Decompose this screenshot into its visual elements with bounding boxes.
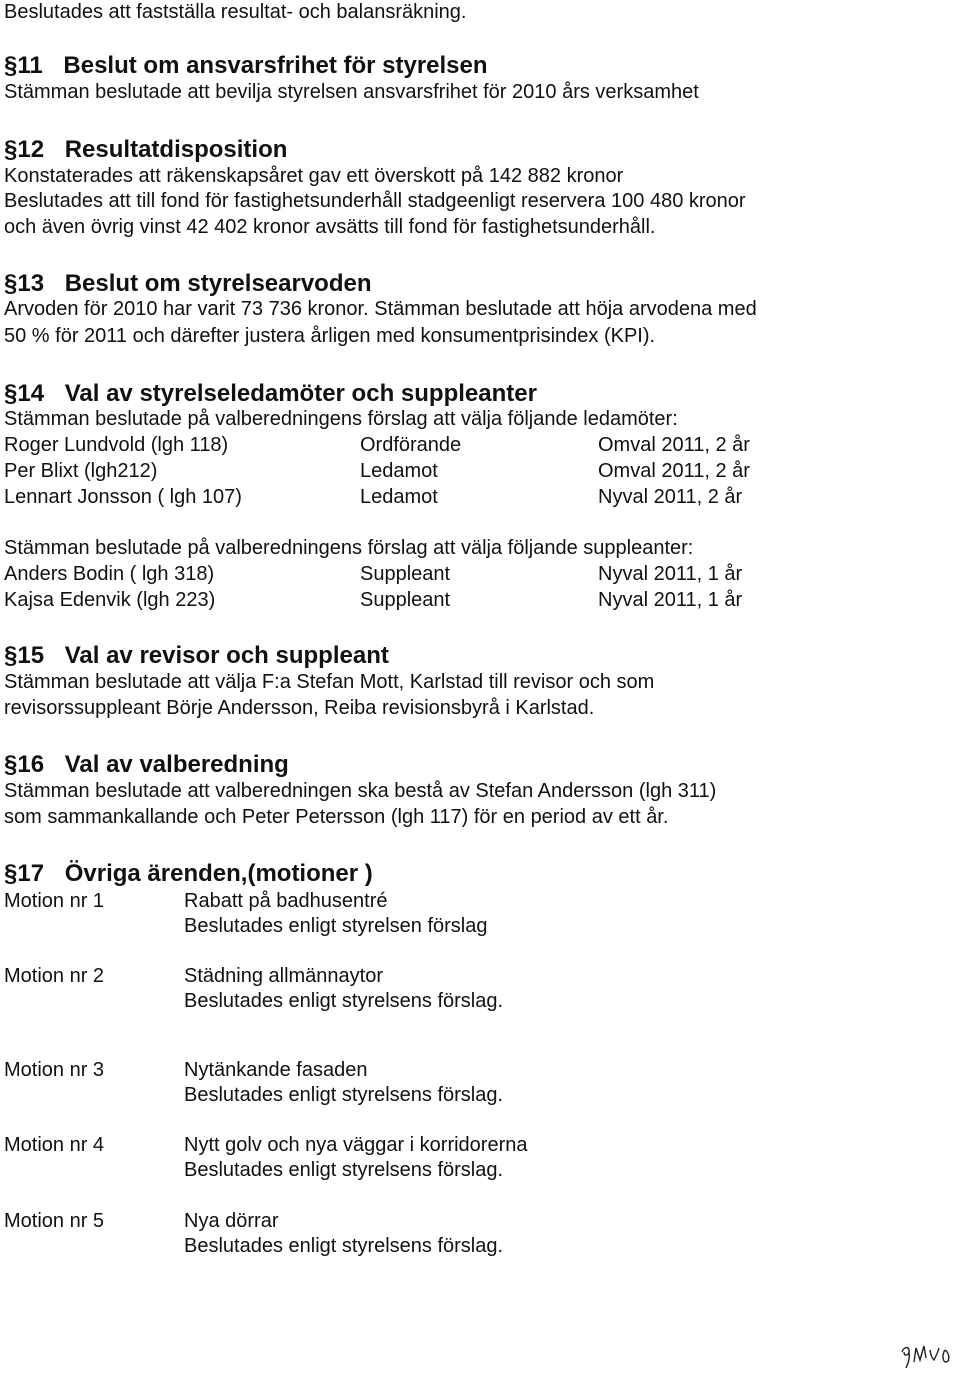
motion-decision: Beslutades enligt styrelsens förslag. bbox=[184, 1084, 504, 1106]
section-13-line: 50 % för 2011 och därefter justera årligen med konsumentprisindex (KPI). bbox=[4, 325, 656, 347]
section-14-number: §14 bbox=[4, 380, 45, 407]
member-role: Ledamot bbox=[360, 486, 438, 508]
section-12-line: och även övrig vinst 42 402 kronor avsätts till fond för fastighetsunderhåll. bbox=[4, 216, 656, 238]
motion-label: Motion nr 1 bbox=[4, 890, 105, 912]
section-13-number: §13 bbox=[4, 270, 45, 297]
section-12-line: Konstaterades att räkenskapsåret gav ett överskott på 142 882 kronor bbox=[4, 165, 624, 187]
member-role: Ledamot bbox=[360, 460, 438, 482]
section-12-title: Resultatdisposition bbox=[64, 136, 288, 163]
member-name: Per Blixt (lgh212) bbox=[4, 460, 158, 482]
substitute-term: Nyval 2011, 1 år bbox=[598, 563, 743, 585]
handwritten-initials bbox=[898, 1338, 956, 1374]
section-11-number: §11 bbox=[4, 52, 43, 79]
substitutes-intro: Stämman beslutade på valberedningens förslag att välja följande suppleanter: bbox=[4, 537, 694, 559]
member-name: Roger Lundvold (lgh 118) bbox=[4, 434, 229, 456]
section-15-title: Val av revisor och suppleant bbox=[64, 642, 389, 669]
motion-title: Nytt golv och nya väggar i korridorerna bbox=[184, 1134, 528, 1156]
motion-label: Motion nr 4 bbox=[4, 1134, 105, 1156]
motion-title: Nytänkande fasaden bbox=[184, 1059, 368, 1081]
motion-label: Motion nr 5 bbox=[4, 1210, 105, 1232]
motion-decision: Beslutades enligt styrelsens förslag. bbox=[184, 990, 504, 1012]
substitute-name: Kajsa Edenvik (lgh 223) bbox=[4, 589, 216, 611]
section-16-number: §16 bbox=[4, 751, 45, 778]
section-15-line: Stämman beslutade att välja F:a Stefan Mott, Karlstad till revisor och som bbox=[4, 671, 655, 693]
section-15-heading bbox=[4, 642, 389, 670]
section-12-number: §12 bbox=[4, 136, 45, 163]
motion-label: Motion nr 2 bbox=[4, 965, 105, 987]
motion-label: Motion nr 3 bbox=[4, 1059, 105, 1081]
substitute-role: Suppleant bbox=[360, 563, 451, 585]
section-11-text: Stämman beslutade att bevilja styrelsen ansvarsfrihet för 2010 års verksamhet bbox=[4, 81, 699, 103]
substitute-name: Anders Bodin ( lgh 318) bbox=[4, 563, 215, 585]
section-17-title: Övriga ärenden,(motioner ) bbox=[64, 860, 373, 887]
section-17-number: §17 bbox=[4, 860, 45, 887]
section-14-title: Val av styrelseledamöter och suppleanter bbox=[64, 380, 537, 407]
motion-decision: Beslutades enligt styrelsens förslag. bbox=[184, 1235, 504, 1257]
motion-title: Nya dörrar bbox=[184, 1210, 279, 1232]
section-12-line: Beslutades att till fond för fastighetsunderhåll stadgeenligt reservera 100 480 kronor bbox=[4, 190, 746, 212]
member-name: Lennart Jonsson ( lgh 107) bbox=[4, 486, 242, 508]
section-11-title: Beslut om ansvarsfrihet för styrelsen bbox=[63, 52, 488, 79]
section-13-line: Arvoden för 2010 har varit 73 736 kronor. Stämman beslutade att höja arvodena med bbox=[4, 298, 757, 320]
section-13-heading bbox=[4, 270, 372, 298]
member-term: Omval 2011, 2 år bbox=[598, 434, 750, 456]
section-15-line: revisorssuppleant Börje Andersson, Reiba revisionsbyrå i Karlstad. bbox=[4, 697, 595, 719]
section-14-heading bbox=[4, 380, 537, 408]
member-term: Omval 2011, 2 år bbox=[598, 460, 750, 482]
substitute-role: Suppleant bbox=[360, 589, 451, 611]
intro-text: Beslutades att fastställa resultat- och balansräkning. bbox=[4, 1, 467, 23]
section-15-number: §15 bbox=[4, 642, 45, 669]
motion-decision: Beslutades enligt styrelsen förslag bbox=[184, 915, 488, 937]
section-16-heading bbox=[4, 751, 289, 779]
section-16-line: Stämman beslutade att valberedningen ska bestå av Stefan Andersson (lgh 311) bbox=[4, 780, 717, 802]
section-16-title: Val av valberedning bbox=[64, 751, 289, 778]
members-intro: Stämman beslutade på valberedningens förslag att välja följande ledamöter: bbox=[4, 408, 678, 430]
section-13-title: Beslut om styrelsearvoden bbox=[64, 270, 372, 297]
section-11-heading bbox=[4, 52, 488, 80]
section-17-heading bbox=[4, 860, 373, 888]
substitute-term: Nyval 2011, 1 år bbox=[598, 589, 743, 611]
member-role: Ordförande bbox=[360, 434, 462, 456]
motion-title: Städning allmännaytor bbox=[184, 965, 384, 987]
section-16-line: som sammankallande och Peter Petersson (lgh 117) för en period av ett år. bbox=[4, 806, 669, 828]
motion-decision: Beslutades enligt styrelsens förslag. bbox=[184, 1159, 504, 1181]
section-12-heading bbox=[4, 136, 287, 164]
member-term: Nyval 2011, 2 år bbox=[598, 486, 743, 508]
motion-title: Rabatt på badhusentré bbox=[184, 890, 388, 912]
